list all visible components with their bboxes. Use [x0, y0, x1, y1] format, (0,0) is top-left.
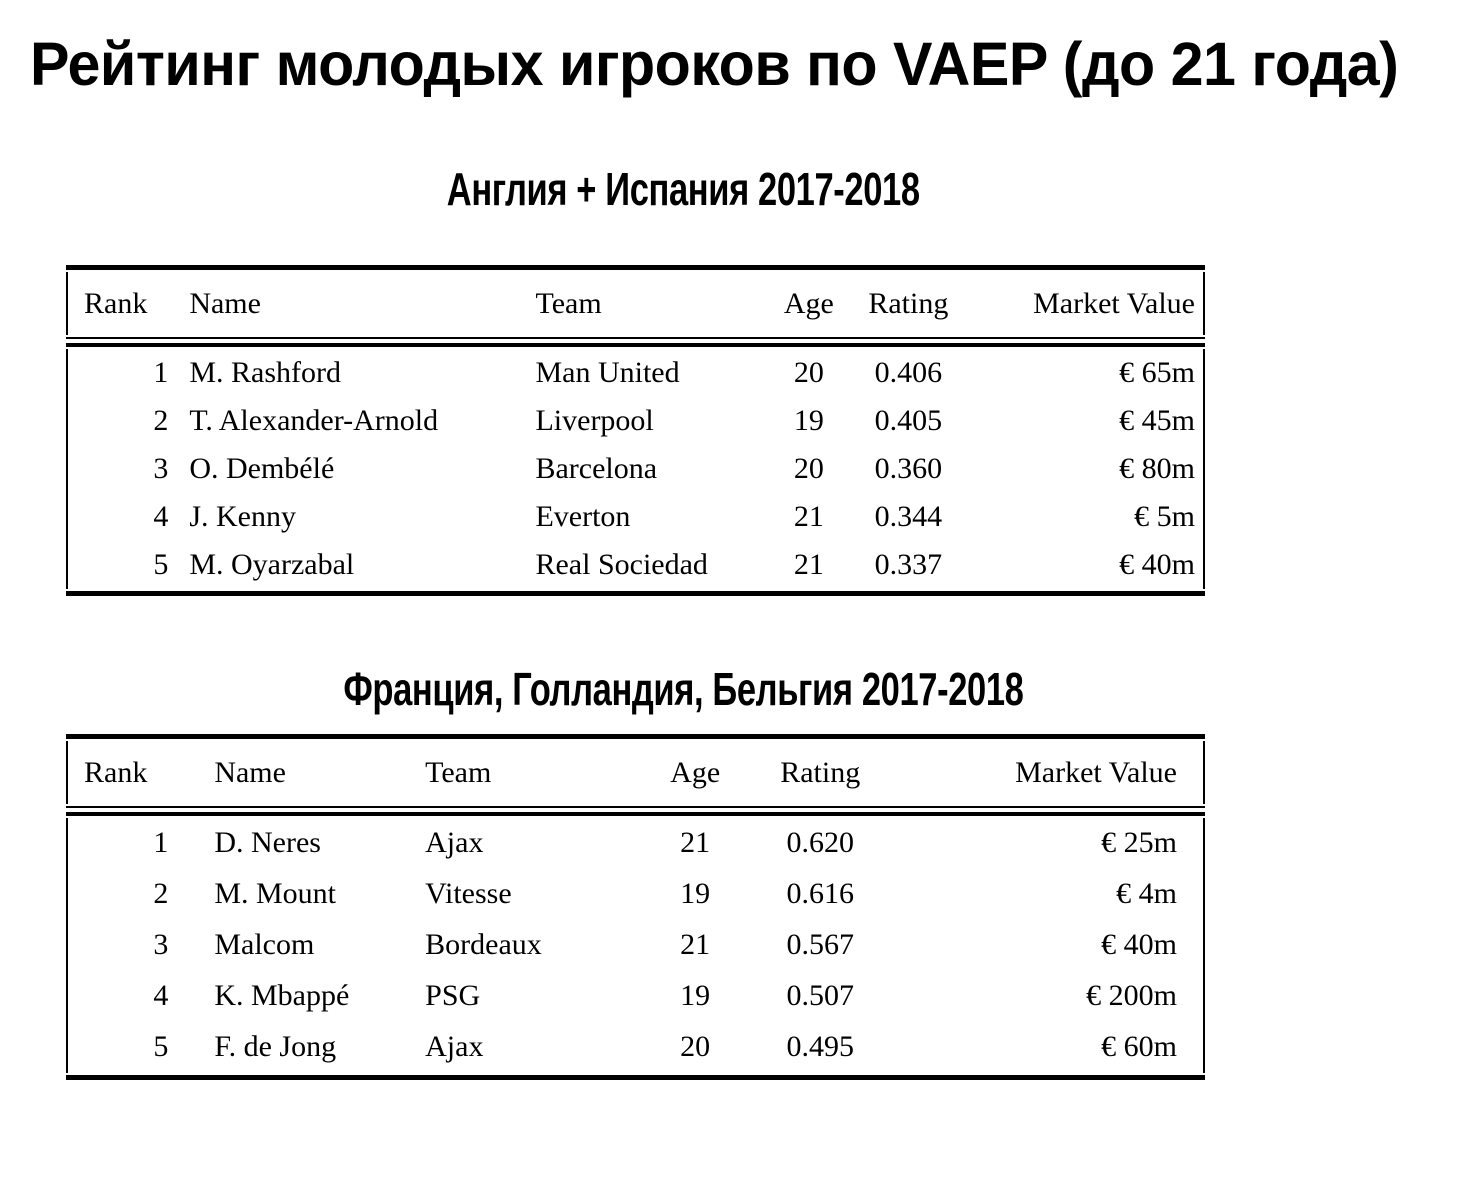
page-title: Рейтинг молодых игроков по VAEP (до 21 года)	[30, 30, 1399, 98]
cell-name: Malcom	[214, 928, 315, 961]
cell-market-value: € 25m	[1101, 826, 1177, 859]
cell-age: 20	[793, 452, 824, 485]
cell-age: 21	[680, 826, 711, 859]
table-row	[67, 1022, 1204, 1073]
cell-team: Ajax	[425, 1030, 484, 1063]
table1-header-rule-thin	[66, 337, 1205, 339]
cell-rank: 3	[153, 928, 169, 961]
cell-age: 20	[680, 1030, 711, 1063]
cell-age: 21	[793, 548, 824, 581]
cell-team: Everton	[535, 500, 631, 533]
table1-bottom-rule	[66, 591, 1205, 596]
cell-rating: 0.360	[874, 452, 943, 485]
cell-rating: 0.344	[874, 500, 943, 533]
content	[66, 162, 1205, 1080]
cell-age: 20	[793, 356, 824, 389]
table1-subtitle	[114, 162, 1253, 216]
cell-name: D. Neres	[214, 826, 321, 859]
cell-name: M. Mount	[214, 877, 337, 910]
cell-market-value: € 45m	[1119, 404, 1195, 437]
table1-body	[66, 349, 1205, 589]
col-header-rating: Rating	[868, 287, 949, 320]
table-row	[67, 493, 1204, 541]
cell-name: K. Mbappé	[214, 979, 350, 1012]
cell-rating: 0.405	[874, 404, 943, 437]
table-row	[67, 541, 1204, 589]
table1-header	[66, 272, 1205, 335]
table1-header-rule-thick	[66, 343, 1205, 347]
cell-market-value: € 40m	[1119, 548, 1195, 581]
cell-market-value: € 80m	[1119, 452, 1195, 485]
col-header-name: Name	[214, 756, 286, 789]
table2-subtitle-text: Франция, Голландия, Бельгия 2017-2018	[343, 663, 1024, 715]
table2-header-rule-thin	[66, 806, 1205, 808]
table2-header	[66, 741, 1205, 804]
cell-rating: 0.567	[786, 928, 854, 961]
col-header-market-value: Market Value	[1015, 756, 1177, 789]
table1-header-row	[67, 272, 1204, 335]
cell-rank: 4	[153, 500, 169, 533]
table2-header-rule-thick	[66, 812, 1205, 816]
cell-team: Barcelona	[535, 452, 658, 485]
cell-name: T. Alexander-Arnold	[189, 404, 439, 437]
cell-team: PSG	[425, 979, 481, 1012]
table-row	[67, 397, 1204, 445]
cell-team: Man United	[535, 356, 680, 389]
cell-market-value: € 200m	[1086, 979, 1177, 1012]
col-header-age: Age	[670, 756, 721, 789]
cell-rank: 4	[153, 979, 169, 1012]
table-row	[67, 869, 1204, 920]
cell-team: Real Sociedad	[535, 548, 708, 581]
table1-top-rule	[66, 265, 1205, 270]
col-header-rank: Rank	[84, 287, 148, 320]
table2-header-row	[67, 741, 1204, 804]
cell-name: F. de Jong	[214, 1030, 337, 1063]
col-header-market-value: Market Value	[1033, 287, 1195, 320]
table-france-holland-belgium	[66, 734, 1205, 1080]
cell-rating: 0.620	[786, 826, 854, 859]
table-row	[67, 818, 1204, 869]
cell-rank: 5	[153, 1030, 169, 1063]
table-england-spain	[66, 265, 1205, 596]
cell-name: M. Oyarzabal	[189, 548, 355, 581]
table-row	[67, 971, 1204, 1022]
table1-subtitle-text: Англия + Испания 2017-2018	[447, 163, 920, 215]
cell-rank: 5	[153, 548, 169, 581]
cell-rank: 1	[153, 356, 169, 389]
cell-age: 19	[793, 404, 824, 437]
col-header-rating: Rating	[780, 756, 861, 789]
cell-team: Vitesse	[425, 877, 512, 910]
cell-market-value: € 65m	[1119, 356, 1195, 389]
cell-age: 19	[680, 979, 711, 1012]
cell-age: 21	[793, 500, 824, 533]
cell-team: Bordeaux	[425, 928, 542, 961]
cell-rank: 3	[153, 452, 169, 485]
cell-team: Liverpool	[535, 404, 654, 437]
cell-name: J. Kenny	[189, 500, 296, 533]
cell-name: M. Rashford	[189, 356, 341, 389]
cell-market-value: € 40m	[1101, 928, 1177, 961]
table2-body	[66, 818, 1205, 1073]
table2-subtitle	[114, 662, 1253, 716]
cell-name: O. Dembélé	[189, 452, 335, 485]
col-header-team: Team	[425, 756, 492, 789]
cell-rating: 0.507	[786, 979, 854, 1012]
col-header-age: Age	[783, 287, 834, 320]
cell-age: 19	[680, 877, 711, 910]
cell-rank: 2	[153, 404, 169, 437]
table-row	[67, 920, 1204, 971]
col-header-rank: Rank	[84, 756, 148, 789]
col-header-name: Name	[189, 287, 261, 320]
cell-rating: 0.616	[786, 877, 854, 910]
cell-market-value: € 5m	[1134, 500, 1195, 533]
cell-rating: 0.406	[874, 356, 943, 389]
table2-top-rule	[66, 734, 1205, 739]
cell-market-value: € 60m	[1101, 1030, 1177, 1063]
cell-rank: 1	[153, 826, 169, 859]
cell-age: 21	[680, 928, 711, 961]
cell-rating: 0.337	[874, 548, 943, 581]
table-row	[67, 445, 1204, 493]
cell-team: Ajax	[425, 826, 484, 859]
table-row	[67, 349, 1204, 397]
cell-rank: 2	[153, 877, 169, 910]
col-header-team: Team	[535, 287, 602, 320]
cell-rating: 0.495	[786, 1030, 854, 1063]
cell-market-value: € 4m	[1116, 877, 1177, 910]
table2-bottom-rule	[66, 1075, 1205, 1080]
